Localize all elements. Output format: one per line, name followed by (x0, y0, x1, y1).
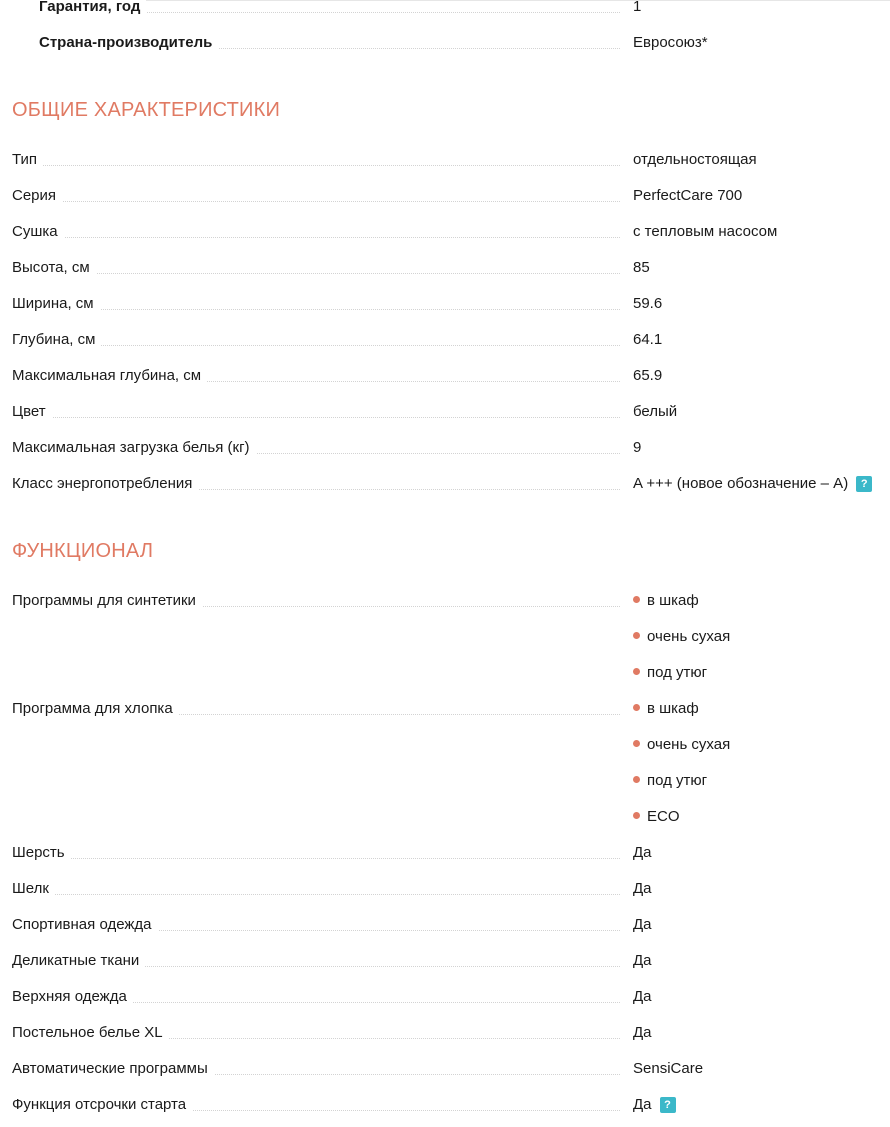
spec-value: с тепловым насосом (633, 223, 778, 240)
energy-class-value: A +++ (новое обозначение – A) (633, 475, 849, 492)
spec-value: Да (633, 952, 652, 969)
spec-label: Класс энергопотребления (12, 472, 198, 496)
spec-row (12, 256, 890, 280)
spec-row (12, 292, 890, 316)
spec-label: Глубина, см (12, 328, 101, 352)
spec-label: Деликатные ткани (12, 949, 145, 973)
bullet-dot-icon (633, 632, 640, 639)
list-item: очень сухая (633, 733, 730, 757)
dot-leader (12, 309, 620, 310)
spec-value: 59.6 (633, 295, 663, 312)
spec-row (12, 949, 890, 973)
section-title-functional: ФУНКЦИОНАЛ (12, 540, 154, 562)
spec-value: Евросоюз* (633, 34, 708, 51)
list-item: ECO (633, 805, 680, 829)
spec-value: 9 (633, 439, 642, 456)
spec-value: 1 (633, 0, 642, 15)
spec-label: Тип (12, 148, 43, 172)
spec-label: Максимальная глубина, см (12, 364, 207, 388)
spec-row-delay-start (12, 1093, 890, 1117)
spec-label: Страна-производитель (12, 31, 218, 55)
spec-label: Серия (12, 184, 62, 208)
bullet-dot-icon (633, 596, 640, 603)
dot-leader (12, 273, 620, 274)
spec-label: Постельное белье XL (12, 1021, 169, 1045)
spec-label: Ширина, см (12, 292, 100, 316)
spec-row (12, 841, 890, 865)
spec-row (12, 220, 890, 244)
spec-value (633, 472, 872, 496)
dot-leader (12, 417, 620, 418)
spec-label: Программа для хлопка (12, 697, 179, 721)
spec-label: Цвет (12, 400, 52, 424)
spec-row (12, 877, 890, 901)
spec-row-cotton (12, 697, 890, 721)
spec-value: 64.1 (633, 331, 663, 348)
delay-start-value: Да (633, 1096, 652, 1113)
spec-label: Высота, см (12, 256, 96, 280)
spec-row-synthetics (12, 589, 890, 613)
spec-row (12, 436, 890, 460)
spec-row-warranty (12, 0, 890, 19)
spec-value: 85 (633, 259, 650, 276)
bullet-dot-icon (633, 812, 640, 819)
spec-label: Автоматические программы (12, 1057, 214, 1081)
spec-value: отдельностоящая (633, 151, 757, 168)
spec-label: Верхняя одежда (12, 985, 133, 1009)
spec-row (12, 1057, 890, 1081)
help-icon[interactable]: ? (660, 1097, 676, 1113)
dot-leader (12, 894, 620, 895)
spec-value: PerfectCare 700 (633, 187, 743, 204)
spec-row (12, 400, 890, 424)
dot-leader (12, 237, 620, 238)
bullet-dot-icon (633, 668, 640, 675)
bullet-dot-icon (633, 776, 640, 783)
spec-row (12, 184, 890, 208)
spec-label: Функция отсрочки старта (12, 1093, 192, 1117)
bullet-dot-icon (633, 704, 640, 711)
spec-row (12, 148, 890, 172)
spec-value (633, 1093, 676, 1117)
spec-row (12, 985, 890, 1009)
dot-leader (12, 201, 620, 202)
spec-label: Шерсть (12, 841, 71, 865)
list-item: в шкаф (633, 589, 699, 613)
spec-label: Гарантия, год (12, 0, 146, 19)
spec-row (12, 364, 890, 388)
list-item: под утюг (633, 769, 707, 793)
bullet-dot-icon (633, 740, 640, 747)
list-item: очень сухая (633, 625, 730, 649)
dot-leader (12, 345, 620, 346)
spec-label: Шелк (12, 877, 55, 901)
spec-label: Максимальная загрузка белья (кг) (12, 436, 256, 460)
spec-label: Программы для синтетики (12, 589, 202, 613)
spec-value: белый (633, 403, 678, 420)
spec-value: 65.9 (633, 367, 663, 384)
spec-value: SensiCare (633, 1060, 704, 1077)
dot-leader (12, 858, 620, 859)
spec-value: Да (633, 844, 652, 861)
spec-label: Сушка (12, 220, 64, 244)
spec-row (12, 328, 890, 352)
spec-row (12, 913, 890, 937)
spec-value: Да (633, 988, 652, 1005)
spec-label: Спортивная одежда (12, 913, 158, 937)
section-title-general: ОБЩИЕ ХАРАКТЕРИСТИКИ (12, 99, 281, 121)
help-icon[interactable]: ? (856, 476, 872, 492)
dot-leader (12, 165, 620, 166)
spec-row-energy-class (12, 472, 890, 496)
spec-row (12, 1021, 890, 1045)
spec-value: Да (633, 880, 652, 897)
spec-value: Да (633, 1024, 652, 1041)
spec-value: Да (633, 916, 652, 933)
list-item: под утюг (633, 661, 707, 685)
list-item: в шкаф (633, 697, 699, 721)
spec-row-country (12, 31, 890, 55)
